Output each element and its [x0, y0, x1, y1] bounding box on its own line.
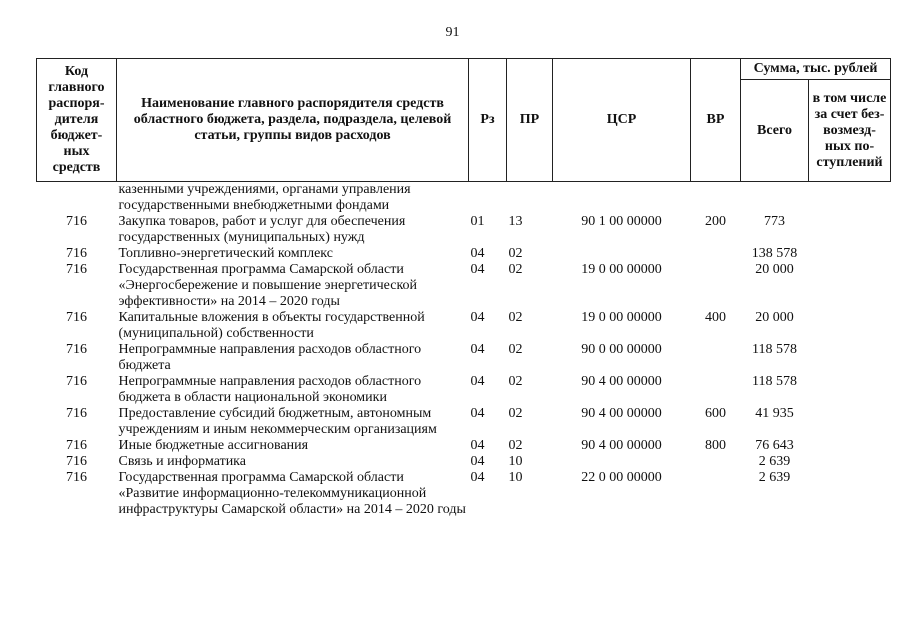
cell-rz: 04: [470, 310, 485, 325]
cell-name: Связь и информатика: [118, 454, 246, 469]
cell-rz: 04: [470, 438, 485, 453]
cell-vr: [691, 246, 741, 262]
table-row: [37, 262, 891, 310]
cell-rz: 04: [470, 262, 485, 277]
cell-vr: 600: [705, 406, 726, 421]
cell-free: [809, 182, 891, 215]
cell-pr: 02: [508, 246, 523, 261]
header-code: Код главного распоря-дителя бюджет-ных средств: [37, 59, 117, 182]
cell-code: 716: [66, 438, 87, 453]
cell-rz: 04: [470, 406, 485, 421]
cell-pr: 02: [508, 342, 523, 357]
cell-free: [809, 214, 891, 246]
cell-csr: 90 0 00 00000: [581, 342, 662, 357]
cell-total: 118 578: [752, 374, 797, 389]
cell-code: 716: [66, 310, 87, 325]
cell-total: 20 000: [755, 262, 794, 277]
cell-csr: 22 0 00 00000: [581, 470, 662, 485]
table-row: [37, 310, 891, 342]
cell-pr: [507, 182, 553, 215]
cell-free: [809, 342, 891, 374]
table-row: [37, 246, 891, 262]
table-header: [37, 59, 891, 182]
cell-csr: 19 0 00 00000: [581, 262, 662, 277]
cell-csr: 90 4 00 00000: [581, 406, 662, 421]
cell-code: 716: [66, 214, 87, 229]
cell-total: 41 935: [755, 406, 794, 421]
cell-free: [809, 454, 891, 470]
header-vr: ВР: [691, 59, 741, 182]
table-row: [37, 406, 891, 438]
table-row: [37, 438, 891, 454]
cell-code: 716: [66, 342, 87, 357]
table-body: [37, 182, 891, 519]
cell-name: Капитальные вложения в объекты государственной (муниципальной) собственности: [118, 310, 425, 341]
cell-free: [809, 406, 891, 438]
table-row: [37, 342, 891, 374]
cell-free: [809, 470, 891, 518]
cell-vr: [691, 470, 741, 518]
cell-pr: 02: [508, 310, 523, 325]
cell-name: Непрограммные направления расходов областного бюджета в области национальной экономики: [118, 374, 422, 405]
page-number: 91: [445, 25, 460, 40]
cell-rz: [469, 182, 507, 215]
cell-rz: 01: [470, 214, 485, 229]
cell-vr: [691, 454, 741, 470]
cell-csr: 19 0 00 00000: [581, 310, 662, 325]
cell-total: 118 578: [752, 342, 797, 357]
cell-csr: [553, 182, 691, 215]
cell-total: 76 643: [755, 438, 794, 453]
table-row: [37, 470, 891, 518]
cell-code: 716: [66, 406, 87, 421]
header-rz: Рз: [469, 59, 507, 182]
cell-csr: 90 4 00 00000: [581, 438, 662, 453]
cell-name: Государственная программа Самарской области «Развитие информационно-телекоммуникационной инфраструктуры Самарской области» на 2014 – 2020 годы: [118, 470, 466, 517]
cell-code: 716: [66, 374, 87, 389]
cell-rz: 04: [470, 470, 485, 485]
cell-code: 716: [66, 470, 87, 485]
budget-table: [36, 58, 891, 518]
cell-name: Иные бюджетные ассигнования: [118, 438, 309, 453]
cell-vr: 800: [705, 438, 726, 453]
cell-csr: [553, 246, 691, 262]
cell-code: 716: [66, 246, 87, 261]
cell-name: Закупка товаров, работ и услуг для обеспечения государственных (муниципальных) нужд: [118, 214, 406, 245]
cell-pr: 02: [508, 262, 523, 277]
table-row: [37, 374, 891, 406]
cell-name: Предоставление субсидий бюджетным, автономным учреждениям и иным некоммерческим организациям: [118, 406, 437, 437]
table-row: [37, 214, 891, 246]
cell-free: [809, 246, 891, 262]
cell-free: [809, 262, 891, 310]
cell-pr: 10: [508, 454, 523, 469]
cell-code: [37, 182, 117, 215]
cell-rz: 04: [470, 342, 485, 357]
table-row: [37, 182, 891, 215]
cell-code: 716: [66, 454, 87, 469]
cell-rz: 04: [470, 374, 485, 389]
cell-total: 773: [764, 214, 785, 229]
cell-rz: 04: [470, 246, 485, 261]
table-row: [37, 454, 891, 470]
cell-vr: [691, 262, 741, 310]
cell-free: [809, 374, 891, 406]
cell-name: Государственная программа Самарской области «Энергосбережение и повышение энергетической эффективности» на 2014 – 2020 годы: [118, 262, 418, 309]
cell-code: 716: [66, 262, 87, 277]
cell-total: [741, 182, 809, 215]
cell-vr: 200: [705, 214, 726, 229]
cell-pr: 13: [508, 214, 523, 229]
cell-vr: [691, 182, 741, 215]
cell-vr: [691, 374, 741, 406]
cell-csr: [553, 454, 691, 470]
header-sum-group: Сумма, тыс. рублей: [741, 59, 891, 80]
cell-pr: 02: [508, 438, 523, 453]
cell-vr: 400: [705, 310, 726, 325]
cell-pr: 02: [508, 374, 523, 389]
header-total: Всего: [741, 80, 809, 182]
cell-total: 2 639: [758, 470, 791, 485]
cell-name: Непрограммные направления расходов областного бюджета: [118, 342, 422, 373]
cell-rz: 04: [470, 454, 485, 469]
cell-free: [809, 310, 891, 342]
cell-name: казенными учреждениями, органами управления государственными внебюджетными фондами: [118, 182, 411, 213]
cell-csr: 90 1 00 00000: [581, 214, 662, 229]
cell-pr: 10: [508, 470, 523, 485]
cell-vr: [691, 342, 741, 374]
header-pr: ПР: [507, 59, 553, 182]
header-name: Наименование главного распорядителя средств областного бюджета, раздела, подраздела, целевой статьи, группы видов расходов: [117, 59, 469, 182]
cell-free: [809, 438, 891, 454]
cell-name: Топливно-энергетический комплекс: [118, 246, 333, 261]
cell-total: 138 578: [751, 246, 798, 261]
cell-total: 20 000: [755, 310, 794, 325]
cell-pr: 02: [508, 406, 523, 421]
cell-csr: 90 4 00 00000: [581, 374, 662, 389]
cell-total: 2 639: [758, 454, 791, 469]
header-csr: ЦСР: [553, 59, 691, 182]
header-free: в том числе за счет без-возмезд-ных по-ступлений: [809, 80, 891, 182]
